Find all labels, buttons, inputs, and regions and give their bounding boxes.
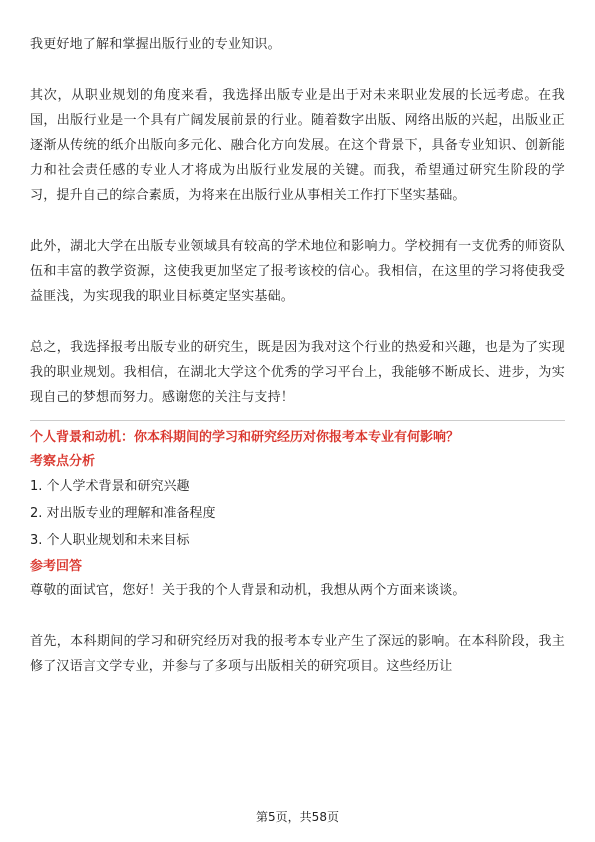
question-title: 个人背景和动机：你本科期间的学习和研究经历对你报考本专业有何影响？ <box>30 430 460 445</box>
analysis-point: 3. 个人职业规划和未来目标 <box>30 533 190 548</box>
answer-paragraph-first: 首先，本科期间的学习和研究经历对我的报考本专业产生了深远的影响。在本科阶段，我主修了汉语言文学专业，并参与了多项与出版相关的研究项目。这些经历让 <box>30 634 565 674</box>
answer-label: 参考回答 <box>30 559 83 574</box>
paragraph-university-reputation: 此外，湖北大学在出版专业领域具有较高的学术地位和影响力。学校拥有一支优秀的师资队伍和丰富的教学资源，这使我更加坚定了报考该校的信心。我相信，在这里的学习将使我受益匪浅，为实现我的职业目标奠定坚实基础。 <box>30 239 565 304</box>
page-number-footer: 第5页，共58页 <box>256 810 339 824</box>
section-divider <box>30 420 565 421</box>
paragraph-continuation: 我更好地了解和掌握出版行业的专业知识。 <box>30 37 281 52</box>
answer-paragraph-greeting: 尊敬的面试官，您好！关于我的个人背景和动机，我想从两个方面来谈谈。 <box>30 583 466 598</box>
analysis-points-list <box>30 473 565 554</box>
paragraph-career-planning: 其次，从职业规划的角度来看，我选择出版专业是出于对未来职业发展的长远考虑。在我国，出版行业是一个具有广阔发展前景的行业。随着数字出版、网络出版的兴起，出版业正逐渐从传统的纸介出版向多元化、融合化方向发展。在这个背景下，具备专业知识、创新能力和社会责任感的专业人才将成为出版行业发展的关键。而我，希望通过研究生阶段的学习，提升自己的综合素质，为将来在出版行业从事相关工作打下坚实基础。 <box>30 88 565 203</box>
analysis-point: 1. 个人学术背景和研究兴趣 <box>30 479 190 494</box>
page-content <box>30 32 565 679</box>
analysis-label: 考察点分析 <box>30 454 96 469</box>
analysis-point: 2. 对出版专业的理解和准备程度 <box>30 506 216 521</box>
paragraph-conclusion: 总之，我选择报考出版专业的研究生，既是因为我对这个行业的热爱和兴趣，也是为了实现我的职业规划。我相信，在湖北大学这个优秀的学习平台上，我能够不断成长、进步，为实现自己的梦想而努力。感谢您的关注与支持！ <box>30 340 565 405</box>
